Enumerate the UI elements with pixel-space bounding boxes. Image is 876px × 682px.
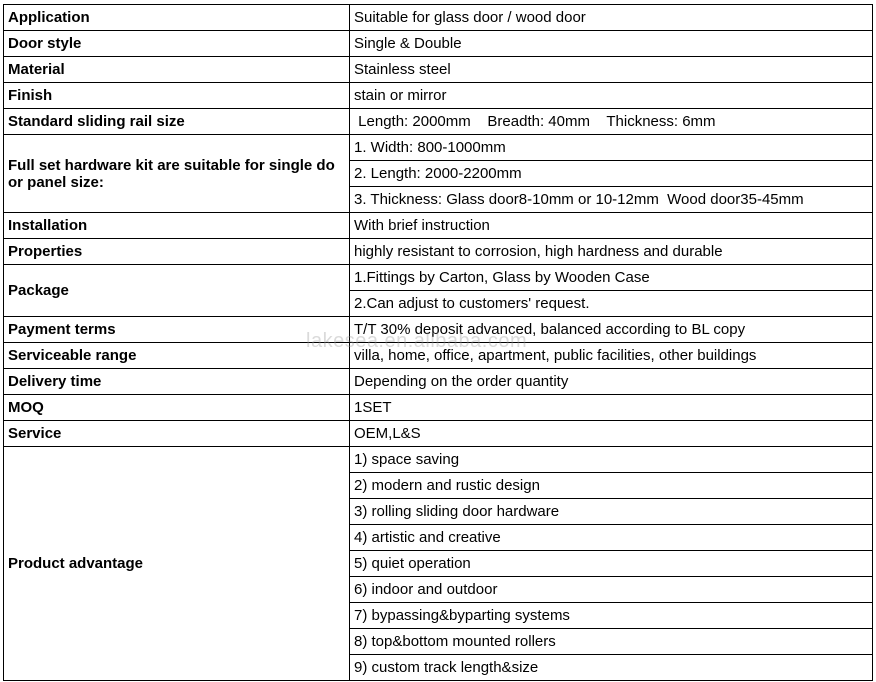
row-label: Application — [4, 5, 350, 31]
table-row — [4, 421, 873, 447]
rail-size-text: Length: 2000mm Breadth: 40mm Thickness: 6mm — [354, 113, 716, 130]
row-label: MOQ — [4, 395, 350, 421]
row-label: Full set hardware kit are suitable for single door panel size: — [4, 135, 350, 213]
row-value: 7) bypassing&byparting systems — [350, 603, 873, 629]
row-value: stain or mirror — [350, 83, 873, 109]
table-row — [4, 213, 873, 239]
row-value: 2. Length: 2000-2200mm — [350, 161, 873, 187]
row-value: OEM,L&S — [350, 421, 873, 447]
thickness-text: 3. Thickness: Glass door8-10mm or 10-12mm Wood door35-45mm — [354, 191, 804, 208]
row-value: With brief instruction — [350, 213, 873, 239]
row-label: Door style — [4, 31, 350, 57]
table-row — [4, 31, 873, 57]
row-value: 8) top&bottom mounted rollers — [350, 629, 873, 655]
row-value: 5) quiet operation — [350, 551, 873, 577]
table-row — [4, 57, 873, 83]
table-row — [4, 265, 873, 291]
row-value: T/T 30% deposit advanced, balanced according to BL copy — [350, 317, 873, 343]
row-label: Standard sliding rail size — [4, 109, 350, 135]
row-value: highly resistant to corrosion, high hardness and durable — [350, 239, 873, 265]
row-value: 4) artistic and creative — [350, 525, 873, 551]
table-row — [4, 135, 873, 161]
row-label: Material — [4, 57, 350, 83]
watermark: lakesea.en.alibaba.com — [306, 330, 528, 352]
row-value: 6) indoor and outdoor — [350, 577, 873, 603]
row-value — [350, 109, 873, 135]
table-row — [4, 447, 873, 473]
table-row — [4, 369, 873, 395]
table-row — [4, 317, 873, 343]
spec-table — [3, 4, 873, 681]
row-value: 1.Fittings by Carton, Glass by Wooden Case — [350, 265, 873, 291]
table-row — [4, 83, 873, 109]
row-value: 1) space saving — [350, 447, 873, 473]
table-row — [4, 343, 873, 369]
row-label: Payment terms — [4, 317, 350, 343]
row-label: Serviceable range — [4, 343, 350, 369]
row-value: 9) custom track length&size — [350, 655, 873, 681]
row-label: Delivery time — [4, 369, 350, 395]
row-value: Single & Double — [350, 31, 873, 57]
row-value: 2) modern and rustic design — [350, 473, 873, 499]
row-label: Package — [4, 265, 350, 317]
row-value: Suitable for glass door / wood door — [350, 5, 873, 31]
row-value: Stainless steel — [350, 57, 873, 83]
row-label: Installation — [4, 213, 350, 239]
row-value: 3) rolling sliding door hardware — [350, 499, 873, 525]
row-label: Product advantage — [4, 447, 350, 681]
table-row — [4, 239, 873, 265]
row-value: 2.Can adjust to customers' request. — [350, 291, 873, 317]
table-row — [4, 109, 873, 135]
table-row — [4, 395, 873, 421]
row-value: 1. Width: 800-1000mm — [350, 135, 873, 161]
row-value: villa, home, office, apartment, public facilities, other buildings — [350, 343, 873, 369]
row-label: Properties — [4, 239, 350, 265]
row-label: Service — [4, 421, 350, 447]
row-label: Finish — [4, 83, 350, 109]
row-value: 1SET — [350, 395, 873, 421]
table-row — [4, 5, 873, 31]
row-value: Depending on the order quantity — [350, 369, 873, 395]
row-value — [350, 187, 873, 213]
